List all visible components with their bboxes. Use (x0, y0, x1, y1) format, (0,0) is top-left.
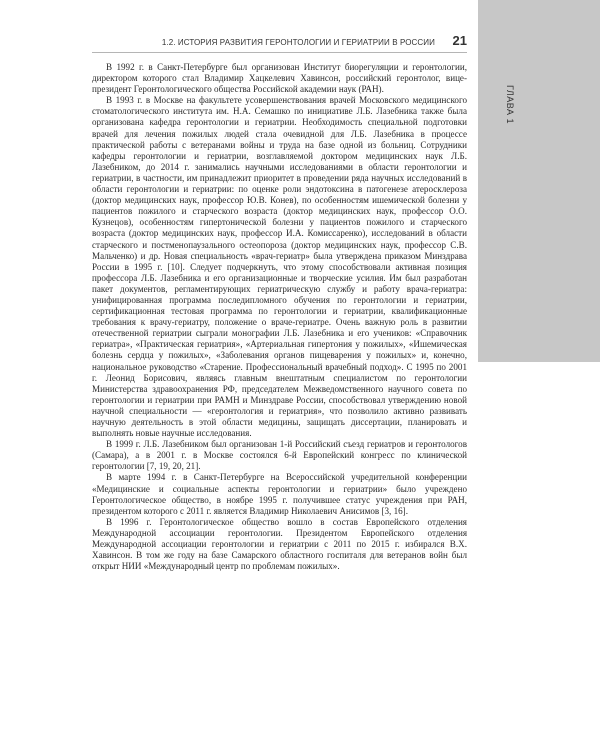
running-header (92, 30, 467, 53)
chapter-label: ГЛАВА 1 (505, 85, 515, 124)
paragraph: В 1999 г. Л.Б. Лазебником был организован 1-й Российский съезд гериатров и геронтологов (Самара), а в 2001 г. в Москве состоялся 6-й Европейский конгресс по клинической геронтологии [7, 19, 20, 21]. (92, 439, 467, 472)
paragraph: В 1996 г. Геронтологическое общество вошло в состав Европейского отделения Международной ассоциации геронтологии. Президентом Европейского отделения Международной ассоциации геронтологии и гериатрии с 2011 по 2015 г. избирался В.Х. Хавинсон. В том же году на базе Самарского областного госпиталя для ветеранов войн был открыт НИИ «Международный центр по проблемам пожилых». (92, 516, 467, 572)
chapter-tab (478, 0, 600, 362)
paragraph: В марте 1994 г. в Санкт-Петербурге на Всероссийской учредительной конференции «Медицинские и социальные аспекты геронтологии и гериатрии» было учреждено Геронтологическое общество, в ноябре 1995 г. получившее статус учреждения при РАН, президентом которого с 2011 г. является Владимир Николаевич Анисимов [3, 16]. (92, 472, 467, 516)
body-text (92, 62, 467, 572)
section-title: 1.2. ИСТОРИЯ РАЗВИТИЯ ГЕРОНТОЛОГИИ И ГЕРИАТРИИ В РОССИИ (161, 38, 435, 47)
page-number: 21 (452, 33, 467, 48)
paragraph: В 1992 г. в Санкт-Петербурге был организован Институт биорегуляции и геронтологии, директором которого стал Владимир Хацкелевич Хавинсон, российский геронтолог, вице-президент Геронтологического общества Российской академии наук (РАН). (92, 62, 467, 95)
paragraph: В 1993 г. в Москве на факультете усовершенствования врачей Московского медицинского стоматологического института им. Н.А. Семашко по инициативе Л.Б. Лазебника также была организована кафедра геронтологии и гериатрии. Необходимость специальной подготовки врачей для лечения пожилых людей стала очевидной для Л.Б. Лазебника в процессе практической работы с ветеранами войны и труда на базе одной из больниц. Сотрудники кафедры геронтологии и гериатрии, возглавляемой доктором медицинских наук Л.Б. Лазебником, до 2014 г. занимались научными исследованиями в области геронтологии и гериатрии, в частности, им принадлежит приоритет в проведении ряда научных исследований в области геронтологии и гериатрии: по оценке роли эндотоксина в патогенезе атеросклероза (доктор медицинских наук, профессор Ю.В. Конев), по особенностям ишемической болезни у пациентов пожилого и старческого возраста (доктор медицинских наук, профессор О.О. Кузнецов), особенностям гипертонической болезни у пациентов пожилого и старческого возраста (доктор медицинских наук, профессор И.А. Комиссаренко), исследований в области старческого и постменопаузального остеопороза (доктор медицинских наук, профессор С.В. Мальченко) и др. Новая специальность «врач-гериатр» была утверждена приказом Минздрава России в 1995 г. [10]. Следует подчеркнуть, что этому способствовали активная позиция профессора Л.Б. Лазебника и его организационные и творческие усилия. Им был разработан пакет документов, регламентирующих гериатрическую службу и работу врача-гериатра: унифицированная программа последипломного обучения по геронтологии и гериатрии, сертификационная тестовая программа по геронтологии и гериатрии, квалификационные требования к врачу-гериатру, положение о враче-гериатре. Очень важную роль в развитии отечественной гериатрии сыграли монографии Л.Б. Лазебника и его учеников: «Справочник гериатра», «Практическая гериатрия», «Артериальная гипертония у пожилых», «Ишемическая болезнь сердца у пожилых», «Заболевания органов пищеварения у пожилых» и, конечно, национальное руководство «Старение. Профессиональный врачебный подход». С 1995 по 2001 г. Леонид Борисович, являясь главным внештатным специалистом по геронтологии Министерства здравоохранения РФ, председателем Межведомственного научного совета по геронтологии и гериатрии при РАМН и Минздраве России, способствовал утверждению новой научной специальности — «геронтология и гериатрия», что позволило активно развивать научную деятельность в этой области медицины, защищать диссертации, планировать и выполнять новые научные исследования. (92, 95, 467, 439)
